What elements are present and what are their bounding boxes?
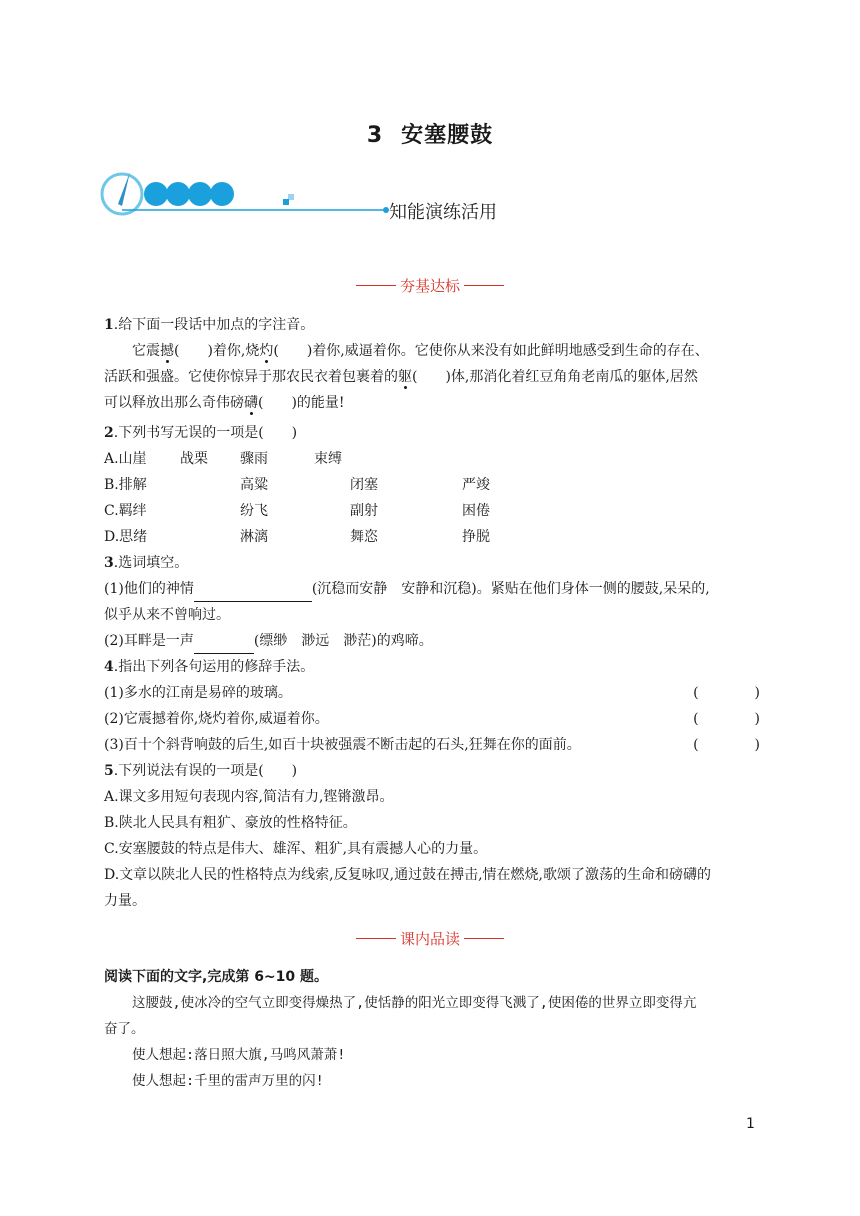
question-3-sentence-1-cont	[104, 602, 760, 628]
section-heading-reading	[0, 928, 860, 949]
question-1-passage-line-2	[104, 364, 760, 390]
answer-paren[interactable]: ( )	[693, 685, 760, 701]
text: ( )体,那消化着红豆角角老南瓜的躯体,居然	[412, 369, 698, 385]
question-5-stem	[104, 758, 760, 784]
banner-dot-2	[166, 182, 190, 206]
option-word: 骤雨	[240, 451, 268, 467]
option-word: 困倦	[462, 503, 490, 519]
answer-paren[interactable]: ( )	[693, 711, 760, 727]
question-5-option-a: A.课文多用短句表现内容,简洁有力,铿锵激昂。	[104, 789, 394, 805]
option-row-c	[104, 498, 760, 524]
heading-rule-left	[356, 285, 396, 286]
reading-paragraph-2: 使人想起:落日照大旗,马鸣风萧萧!	[132, 1047, 346, 1063]
option-word: D.思绪	[104, 529, 148, 545]
text: ( )着你,烧	[174, 343, 260, 359]
text: 它震	[132, 343, 160, 359]
question-text: .给下面一段话中加点的字注音。	[113, 317, 315, 333]
question-1-passage-line-1	[132, 338, 760, 364]
section-heading-text: 课内品读	[399, 930, 460, 948]
question-text: .选词填空。	[113, 555, 189, 571]
question-number: 4	[104, 659, 114, 675]
option-word: 副射	[350, 503, 378, 519]
banner-label: 知能演练活用	[389, 202, 497, 223]
question-4-item-3	[104, 732, 760, 758]
option-word: C.羁绊	[104, 503, 147, 519]
fill-blank-2[interactable]	[194, 635, 254, 654]
text: (缥缈 渺远 渺茫)的鸡啼。	[253, 633, 433, 649]
lesson-title: 安塞腰鼓	[401, 123, 494, 148]
text: (3)百十个斜背响鼓的后生,如百十块被强震不断击起的石头,狂舞在你的面前。	[104, 737, 581, 753]
option-word: 淋漓	[240, 529, 268, 545]
dotted-char: 灼	[259, 343, 274, 359]
option-word: A.山崖	[104, 451, 147, 467]
option-word: B.排解	[104, 477, 147, 493]
option-row-b	[104, 472, 760, 498]
option-word: 束缚	[314, 451, 342, 467]
question-3-sentence-2	[104, 628, 760, 654]
question-1-stem	[104, 312, 760, 338]
question-4-item-1	[104, 680, 760, 706]
question-2-stem	[104, 420, 760, 446]
section-heading-basic	[0, 275, 860, 296]
question-5-option-d-cont: 力量。	[104, 893, 146, 909]
question-3-stem	[104, 550, 760, 576]
text: (沉稳而安静 安静和沉稳)。紧贴在他们身体一侧的腰鼓,呆呆的,	[311, 581, 710, 597]
option-word: 舞恣	[350, 529, 378, 545]
quill-icon	[118, 172, 130, 206]
question-number: 2	[104, 425, 114, 441]
question-3-sentence-1	[104, 576, 760, 602]
reading-paragraph-1: 这腰鼓,使冰冷的空气立即变得燥热了,使恬静的阳光立即变得飞溅了,使困倦的世界立即变得亢	[132, 995, 697, 1011]
page-number: 1	[746, 1116, 755, 1132]
text: 可以释放出那么奇伟磅	[104, 395, 244, 411]
heading-rule-right	[464, 938, 504, 939]
text: 活跃和强盛。它使你惊异于那农民衣着包裹着的	[104, 369, 398, 385]
option-row-d	[104, 524, 760, 550]
reading-paragraph-3: 使人想起:千里的雷声万里的闪!	[132, 1073, 324, 1089]
banner-square-dark	[283, 199, 289, 205]
option-word: 高粱	[240, 477, 268, 493]
text: ( )的能量!	[258, 395, 345, 411]
text: (2)它震撼着你,烧灼着你,威逼着你。	[104, 711, 329, 727]
dotted-char: 礴	[244, 395, 258, 411]
heading-rule-left	[356, 938, 396, 939]
answer-paren[interactable]: ( )	[693, 737, 760, 753]
question-text: .下列说法有误的一项是( )	[113, 763, 298, 779]
question-number: 5	[104, 763, 114, 779]
dotted-char: 撼	[160, 343, 174, 359]
banner-dot-1	[144, 182, 168, 206]
question-5-option-b: B.陕北人民具有粗犷、豪放的性格特征。	[104, 815, 357, 831]
option-word: 严竣	[462, 477, 490, 493]
question-text: .指出下列各句运用的修辞手法。	[113, 659, 315, 675]
question-4-item-2	[104, 706, 760, 732]
reading-paragraph-1-cont: 奋了。	[104, 1021, 145, 1037]
fill-blank-1[interactable]	[194, 583, 312, 602]
text: 似乎从来不曾响过。	[104, 607, 230, 623]
text: (1)他们的神情	[104, 581, 194, 597]
option-word: 战栗	[180, 451, 208, 467]
option-row-a	[104, 446, 760, 472]
heading-rule-right	[464, 285, 504, 286]
question-5-option-c: C.安塞腰鼓的特点是伟大、雄浑、粗犷,具有震撼人心的力量。	[104, 841, 488, 857]
question-4-stem	[104, 654, 760, 680]
page-title	[0, 118, 860, 149]
question-5-option-d: D.文章以陕北人民的性格特点为线索,反复咏叹,通过鼓在搏击,情在燃烧,歌颂了激荡的生命和磅礴的	[104, 867, 711, 883]
section-heading-text: 夯基达标	[399, 277, 460, 295]
question-number: 1	[104, 317, 114, 333]
question-number: 3	[104, 555, 114, 571]
lesson-number: 3	[366, 123, 384, 148]
dotted-char: 躯	[398, 369, 412, 385]
text: (2)耳畔是一声	[104, 633, 194, 649]
text: (1)多水的江南是易碎的玻璃。	[104, 685, 292, 701]
option-word: 纷飞	[240, 503, 268, 519]
banner-dot-3	[188, 182, 212, 206]
reading-instruction: 阅读下面的文字,完成第 6~10 题。	[104, 969, 329, 985]
question-text: .下列书写无误的一项是( )	[113, 425, 298, 441]
banner-dot-4	[210, 182, 234, 206]
text: ( )着你,威逼着你。它使你从来没有如此鲜明地感受到生命的存在、	[273, 343, 709, 359]
question-1-passage-line-3	[104, 390, 760, 416]
option-word: 闭塞	[350, 477, 378, 493]
option-word: 挣脱	[462, 529, 490, 545]
